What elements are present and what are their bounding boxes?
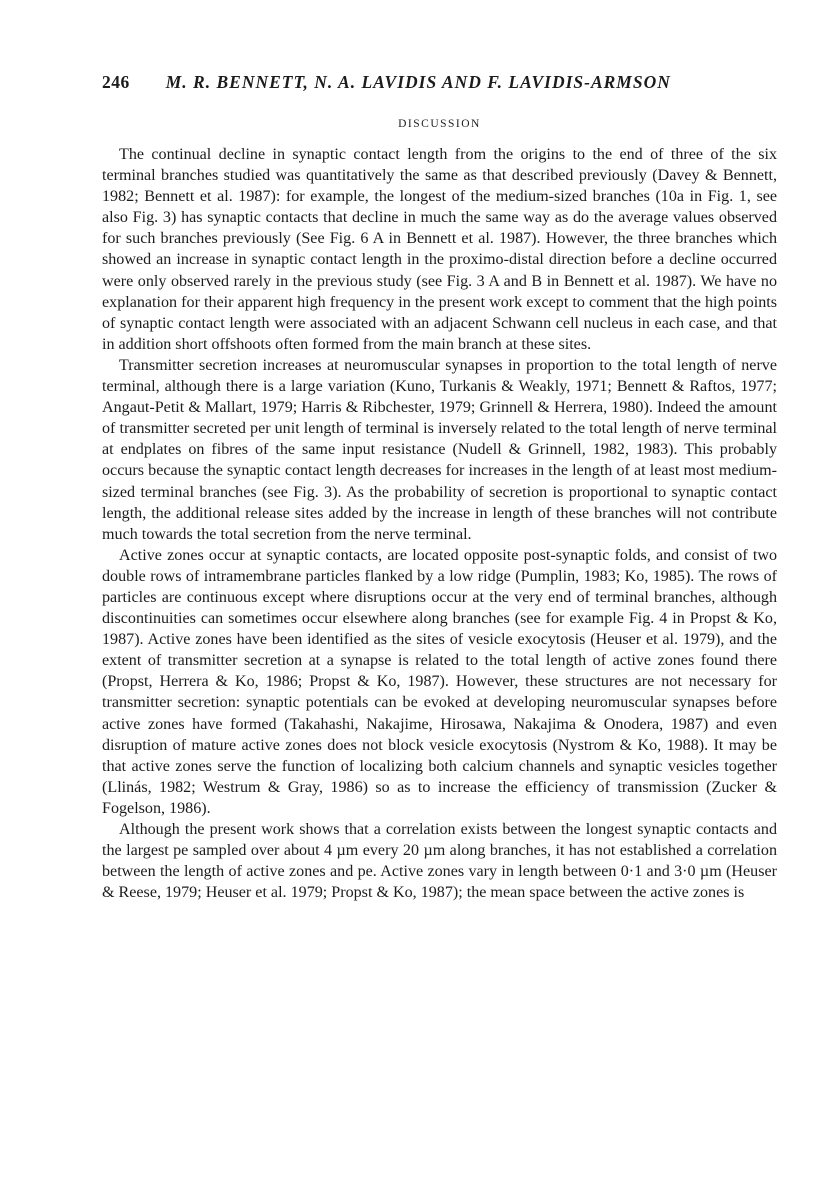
running-head-authors: M. R. BENNETT, N. A. LAVIDIS AND F. LAVIDIS-ARMSON	[165, 72, 671, 92]
page-number: 246	[102, 72, 130, 92]
paragraph-3: Active zones occur at synaptic contacts, are located opposite post-synaptic folds, and consist of two double rows of intramembrane particles flanked by a low ridge (Pumplin, 1983; Ko, 1985). The rows of particles are continuous except where disruptions occur at the very end of terminal branches, although discontinuities can sometimes occur elsewhere along branches (see for example Fig. 4 in Propst & Ko, 1987). Active zones have been identified as the sites of vesicle exocytosis (Heuser et al. 1979), and the extent of transmitter secretion at a synapse is related to the total length of active zones found there (Propst, Herrera & Ko, 1986; Propst & Ko, 1987). However, these structures are not necessary for transmitter secretion: synaptic potentials can be evoked at developing neuromuscular synapses before active zones have formed (Takahashi, Nakajime, Hirosawa, Nakajima & Onodera, 1987) and even disruption of mature active zones does not block vesicle exocytosis (Nystrom & Ko, 1988). It may be that active zones serve the function of localizing both calcium channels and synaptic vesicles together (Llinás, 1982; Westrum & Gray, 1986) so as to increase the efficiency of transmission (Zucker & Fogelson, 1986).	[102, 546, 777, 817]
body-text	[102, 144, 777, 903]
paragraph-2: Transmitter secretion increases at neuromuscular synapses in proportion to the total length of nerve terminal, although there is a large variation (Kuno, Turkanis & Weakly, 1971; Bennett & Raftos, 1977; Angaut-Petit & Mallart, 1979; Harris & Ribchester, 1979; Grinnell & Herrera, 1980). Indeed the amount of transmitter secreted per unit length of terminal is inversely related to the total length of nerve terminal at endplates on fibres of the same input resistance (Nudell & Grinnell, 1982, 1983). This probably occurs because the synaptic contact length decreases for increases in the length of at least most medium-sized terminal branches (see Fig. 3). As the probability of secretion is proportional to synaptic contact length, the additional release sites added by the increase in length of these branches will not contribute much towards the total secretion from the nerve terminal.	[102, 356, 777, 543]
section-heading: DISCUSSION	[398, 118, 481, 130]
running-head	[102, 72, 777, 93]
paragraph-1: The continual decline in synaptic contact length from the origins to the end of three of the six terminal branches studied was quantitatively the same as that described previously (Davey & Bennett, 1982; Bennett et al. 1987): for example, the longest of the medium-sized branches (10a in Fig. 1, see also Fig. 3) has synaptic contacts that decline in much the same way as do the average values observed for such branches previously (See Fig. 6 A in Bennett et al. 1987). However, the three branches which showed an increase in synaptic contact length in the proximo-distal direction before a decline occurred were only observed rarely in the previous study (see Fig. 3 A and B in Bennett et al. 1987). We have no explanation for their apparent high frequency in the present work except to comment that the high points of synaptic contact length were associated with an adjacent Schwann cell nucleus in each case, and that in addition short offshoots often formed from the main branch at these sites.	[102, 146, 777, 353]
paragraph-4: Although the present work shows that a correlation exists between the longest synaptic contacts and the largest pe sampled over about 4 µm every 20 µm along branches, it has not established a correlation between the length of active zones and pe. Active zones vary in length between 0·1 and 3·0 µm (Heuser & Reese, 1979; Heuser et al. 1979; Propst & Ko, 1987); the mean space between the active zones is	[102, 821, 777, 902]
